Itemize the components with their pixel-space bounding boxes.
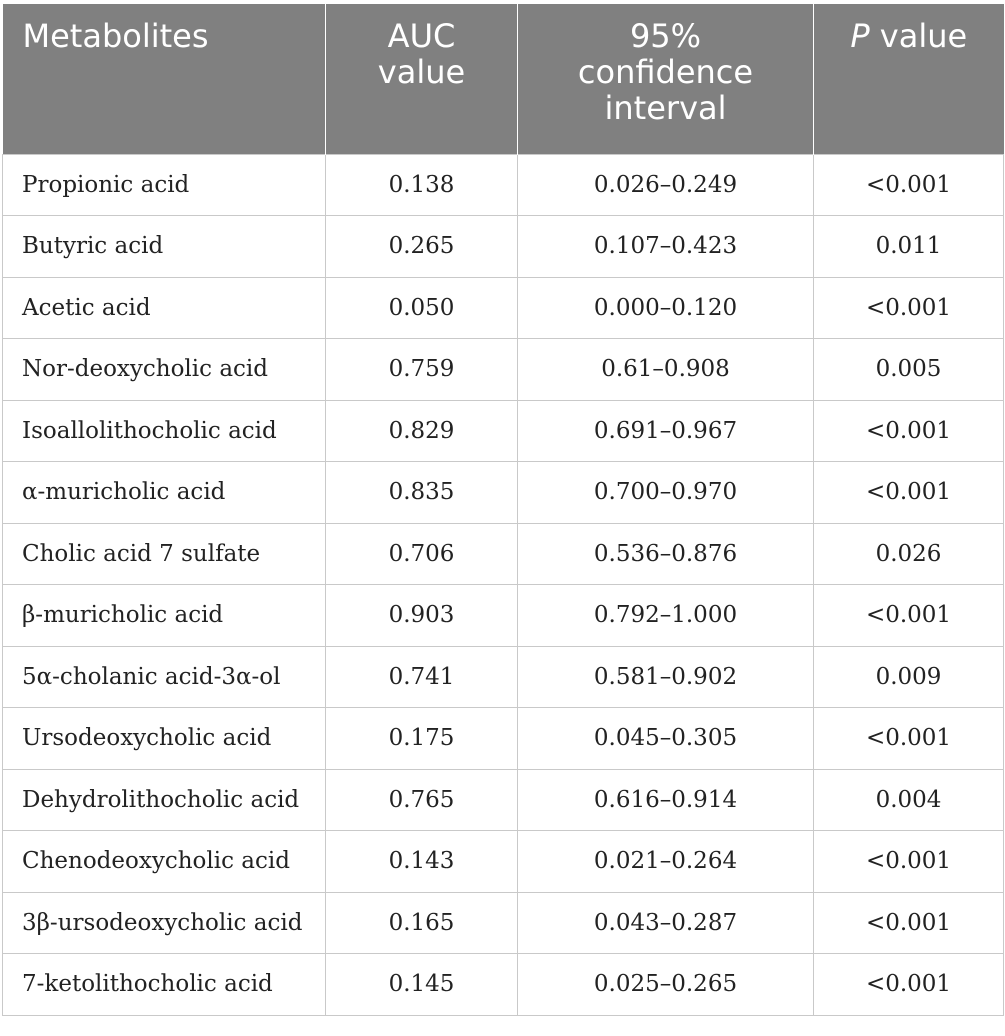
ci-cell: 0.043–0.287: [518, 892, 814, 954]
ci-cell: 0.026–0.249: [518, 154, 814, 216]
metabolite-cell: 3β-ursodeoxycholic acid: [3, 892, 326, 954]
table-row: [3, 462, 1004, 524]
table-row: [3, 585, 1004, 647]
table-row: [3, 831, 1004, 893]
ci-cell: 0.691–0.967: [518, 400, 814, 462]
p-value-cell: <0.001: [814, 954, 1004, 1016]
table-header: [3, 4, 1004, 154]
header-metabolites-label: Metabolites: [22, 17, 209, 55]
metabolite-cell: Ursodeoxycholic acid: [3, 708, 326, 770]
table-row: [3, 892, 1004, 954]
metabolite-cell: 7-ketolithocholic acid: [3, 954, 326, 1016]
header-ci-line1: 95%: [629, 17, 702, 55]
p-value-cell: <0.001: [814, 400, 1004, 462]
metabolite-cell: Propionic acid: [3, 154, 326, 216]
p-value-cell: 0.009: [814, 646, 1004, 708]
p-value-cell: <0.001: [814, 585, 1004, 647]
table-row: [3, 769, 1004, 831]
auc-cell: 0.143: [326, 831, 518, 893]
auc-cell: 0.765: [326, 769, 518, 831]
header-p-rest: value: [869, 17, 968, 55]
p-value-cell: <0.001: [814, 277, 1004, 339]
header-p-italic: P: [850, 17, 870, 55]
auc-table-container: [2, 4, 1003, 1016]
header-auc-line1: AUC: [387, 17, 456, 55]
metabolite-cell: Butyric acid: [3, 216, 326, 278]
auc-cell: 0.759: [326, 339, 518, 401]
header-ci-line3: interval: [604, 89, 727, 127]
table-row: [3, 646, 1004, 708]
p-value-cell: <0.001: [814, 708, 1004, 770]
auc-cell: 0.165: [326, 892, 518, 954]
header-auc-value: [326, 4, 518, 154]
table-body: [3, 154, 1004, 1015]
table-row: [3, 216, 1004, 278]
p-value-cell: 0.004: [814, 769, 1004, 831]
metabolite-cell: Nor-deoxycholic acid: [3, 339, 326, 401]
auc-cell: 0.829: [326, 400, 518, 462]
auc-cell: 0.265: [326, 216, 518, 278]
metabolite-cell: α-muricholic acid: [3, 462, 326, 524]
header-row: [3, 4, 1004, 154]
metabolite-cell: Cholic acid 7 sulfate: [3, 523, 326, 585]
auc-table: [2, 4, 1004, 1016]
p-value-cell: 0.005: [814, 339, 1004, 401]
p-value-cell: <0.001: [814, 154, 1004, 216]
table-row: [3, 523, 1004, 585]
ci-cell: 0.107–0.423: [518, 216, 814, 278]
header-ci-line2: confidence: [577, 53, 754, 91]
auc-cell: 0.138: [326, 154, 518, 216]
ci-cell: 0.536–0.876: [518, 523, 814, 585]
auc-cell: 0.050: [326, 277, 518, 339]
ci-cell: 0.61–0.908: [518, 339, 814, 401]
ci-cell: 0.616–0.914: [518, 769, 814, 831]
table-row: [3, 154, 1004, 216]
table-row: [3, 277, 1004, 339]
header-metabolites: [3, 4, 326, 154]
metabolite-cell: Isoallolithocholic acid: [3, 400, 326, 462]
table-row: [3, 954, 1004, 1016]
metabolite-cell: 5α-cholanic acid-3α-ol: [3, 646, 326, 708]
table-row: [3, 708, 1004, 770]
table-row: [3, 400, 1004, 462]
table-row: [3, 339, 1004, 401]
ci-cell: 0.045–0.305: [518, 708, 814, 770]
ci-cell: 0.792–1.000: [518, 585, 814, 647]
ci-cell: 0.000–0.120: [518, 277, 814, 339]
auc-cell: 0.706: [326, 523, 518, 585]
auc-cell: 0.175: [326, 708, 518, 770]
metabolite-cell: Acetic acid: [3, 277, 326, 339]
metabolite-cell: β-muricholic acid: [3, 585, 326, 647]
header-confidence-interval: [518, 4, 814, 154]
metabolite-cell: Chenodeoxycholic acid: [3, 831, 326, 893]
ci-cell: 0.025–0.265: [518, 954, 814, 1016]
metabolite-cell: Dehydrolithocholic acid: [3, 769, 326, 831]
auc-cell: 0.835: [326, 462, 518, 524]
p-value-cell: 0.011: [814, 216, 1004, 278]
auc-cell: 0.145: [326, 954, 518, 1016]
auc-cell: 0.903: [326, 585, 518, 647]
p-value-cell: <0.001: [814, 462, 1004, 524]
ci-cell: 0.021–0.264: [518, 831, 814, 893]
ci-cell: 0.581–0.902: [518, 646, 814, 708]
p-value-cell: <0.001: [814, 831, 1004, 893]
p-value-cell: 0.026: [814, 523, 1004, 585]
p-value-cell: <0.001: [814, 892, 1004, 954]
auc-cell: 0.741: [326, 646, 518, 708]
ci-cell: 0.700–0.970: [518, 462, 814, 524]
header-p-value: [814, 4, 1004, 154]
header-auc-line2: value: [377, 53, 466, 91]
